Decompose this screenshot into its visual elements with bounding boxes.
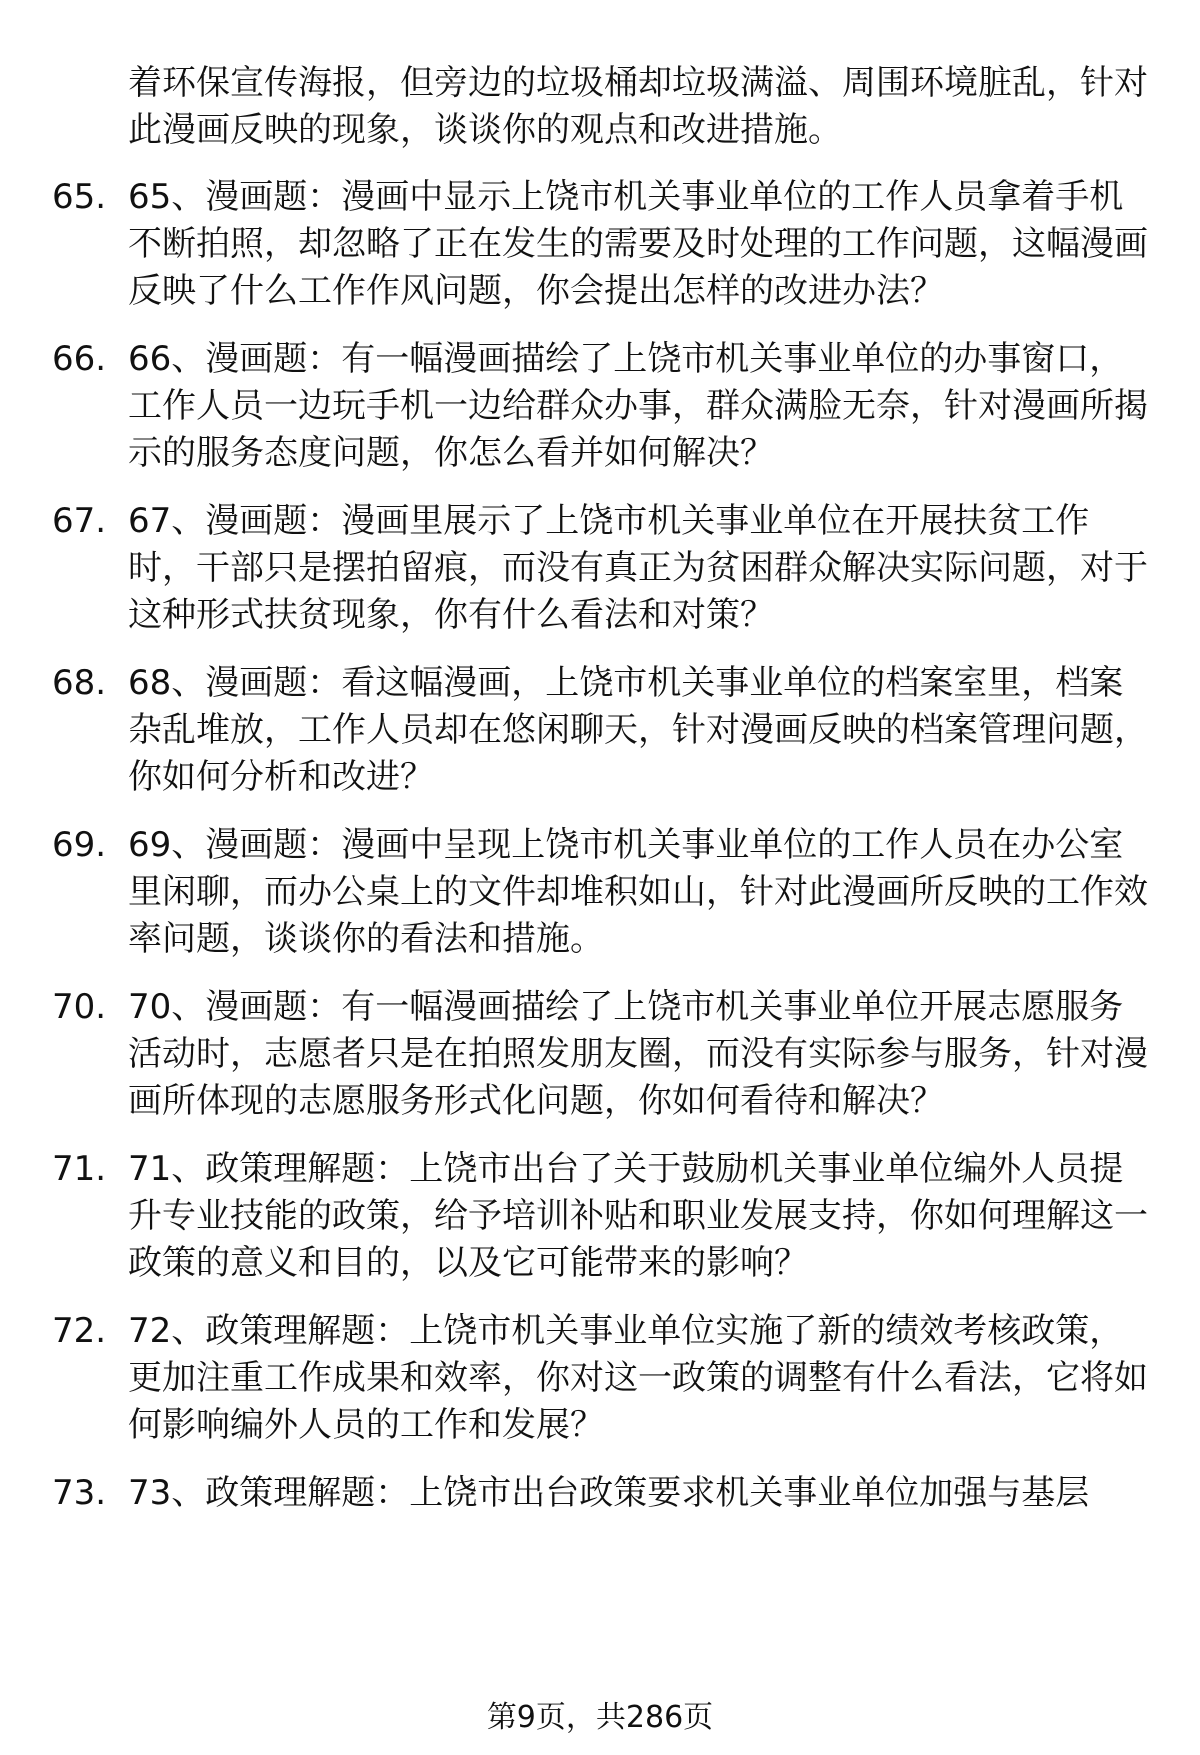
question-text: 68、漫画题：看这幅漫画，上饶市机关事业单位的档案室里，档案杂乱堆放，工作人员却在悠闲聊天，针对漫画反映的档案管理问题，你如何分析和改进？ xyxy=(128,663,1148,797)
question-number: 71. xyxy=(52,1149,107,1189)
question-number: 65. xyxy=(52,177,107,217)
page-footer: 第9页，共286页 xyxy=(486,1700,714,1735)
question-text: 67、漫画题：漫画里展示了上饶市机关事业单位在开展扶贫工作时，干部只是摆拍留痕，而没有真正为贫困群众解决实际问题，对于这种形式扶贫现象，你有什么看法和对策？ xyxy=(128,501,1148,635)
question-text: 71、政策理解题：上饶市出台了关于鼓励机关事业单位编外人员提升专业技能的政策，给予培训补贴和职业发展支持，你如何理解这一政策的意义和目的，以及它可能带来的影响？ xyxy=(128,1149,1148,1283)
question-text: 72、政策理解题：上饶市机关事业单位实施了新的绩效考核政策，更加注重工作成果和效率，你对这一政策的调整有什么看法，它将如何影响编外人员的工作和发展？ xyxy=(128,1311,1148,1445)
question-number: 66. xyxy=(52,339,107,379)
question-text: 73、政策理解题：上饶市出台政策要求机关事业单位加强与基层 xyxy=(128,1473,1090,1513)
question-text: 65、漫画题：漫画中显示上饶市机关事业单位的工作人员拿着手机不断拍照，却忽略了正在发生的需要及时处理的工作问题，这幅漫画反映了什么工作作风问题，你会提出怎样的改进办法？ xyxy=(128,177,1148,311)
question-number: 70. xyxy=(52,987,107,1027)
question-number: 67. xyxy=(52,501,107,541)
question-number: 73. xyxy=(52,1473,107,1513)
question-number: 72. xyxy=(52,1311,107,1351)
question-text: 70、漫画题：有一幅漫画描绘了上饶市机关事业单位开展志愿服务活动时，志愿者只是在拍照发朋友圈，而没有实际参与服务，针对漫画所体现的志愿服务形式化问题，你如何看待和解决？ xyxy=(128,987,1148,1121)
question-text: 66、漫画题：有一幅漫画描绘了上饶市机关事业单位的办事窗口，工作人员一边玩手机一边给群众办事，群众满脸无奈，针对漫画所揭示的服务态度问题，你怎么看并如何解决？ xyxy=(128,339,1148,473)
question-text: 69、漫画题：漫画中呈现上饶市机关事业单位的工作人员在办公室里闲聊，而办公桌上的文件却堆积如山，针对此漫画所反映的工作效率问题，谈谈你的看法和措施。 xyxy=(128,825,1148,959)
question-number: 69. xyxy=(52,825,107,865)
question-number: 68. xyxy=(52,663,107,703)
continued-question-text: 着环保宣传海报，但旁边的垃圾桶却垃圾满溢、周围环境脏乱，针对此漫画反映的现象，谈谈你的观点和改进措施。 xyxy=(128,63,1148,150)
